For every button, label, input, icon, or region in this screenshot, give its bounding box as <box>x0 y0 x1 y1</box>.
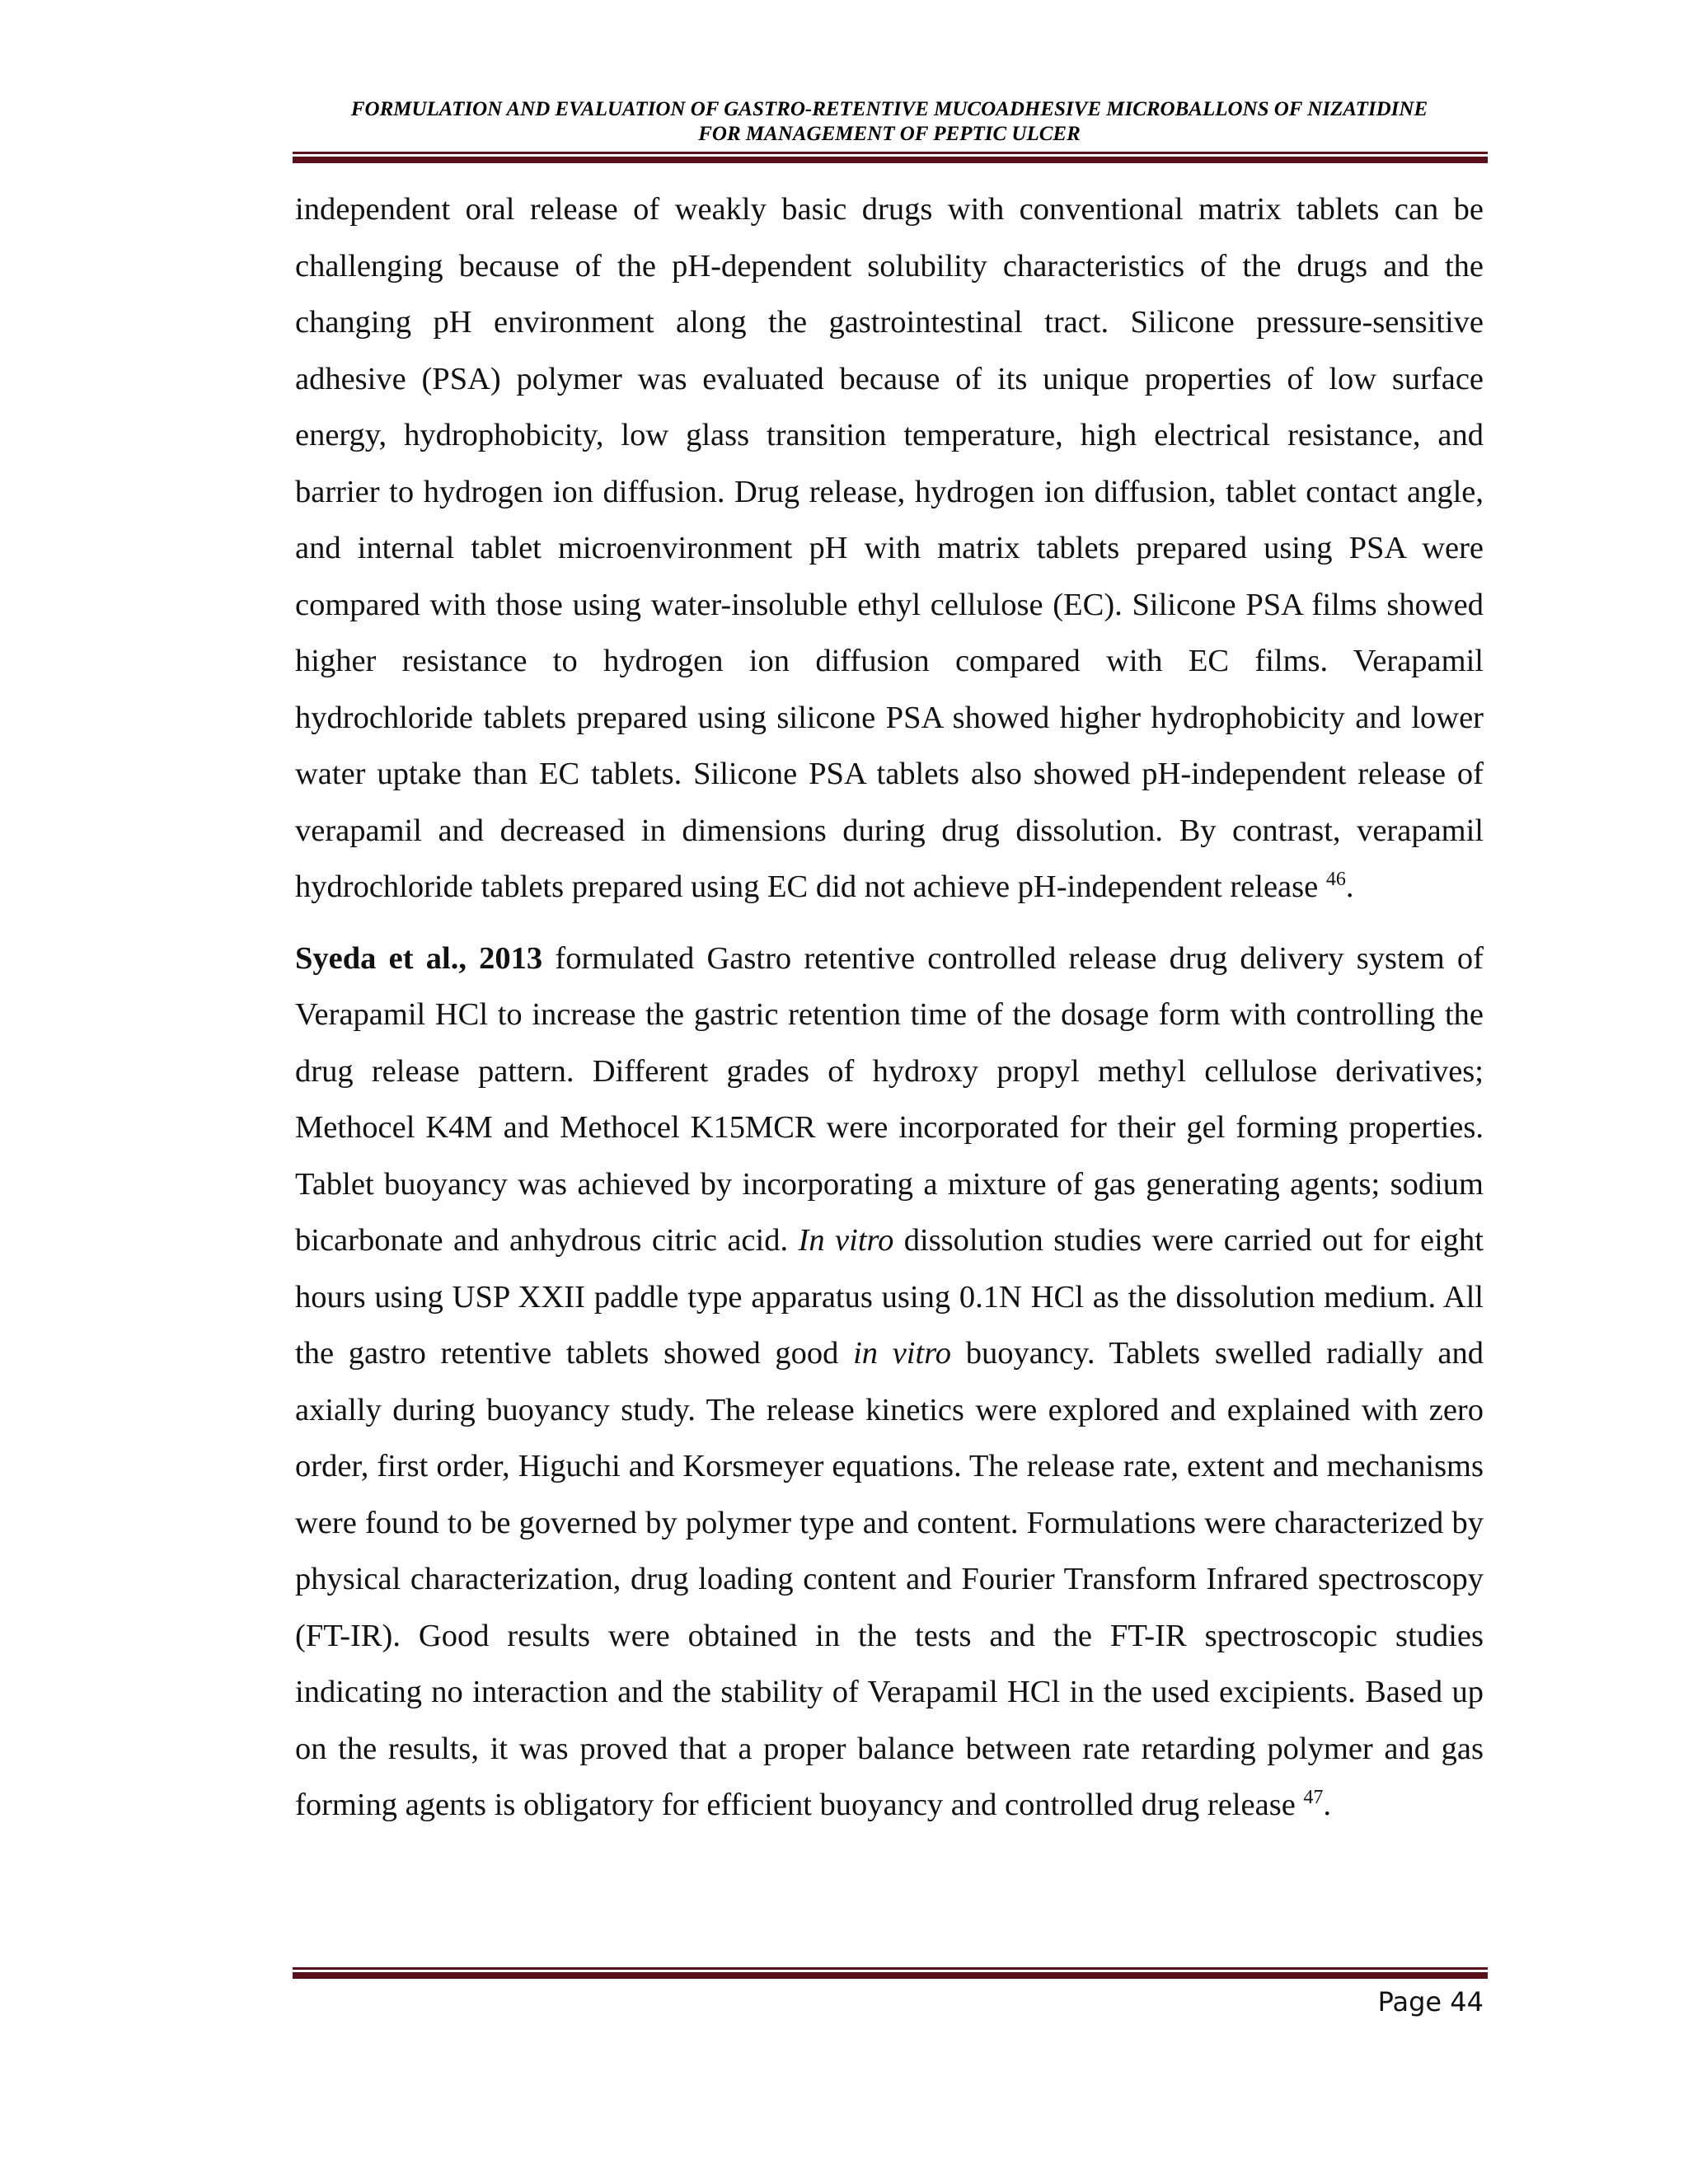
footer-rule <box>293 1967 1488 1979</box>
paragraph-1: independent oral release of weakly basic drugs with conventional matrix tablets can be challenging because of the pH-dependent solubility characteristics of the drugs and the changing pH environment along the gastrointestinal tract. Silicone pressure-sensitive adhesive (PSA) polymer was evaluated because of its unique properties of low surface energy, hydrophobicity, low glass transition temperature, high electrical resistance, and barrier to hydrogen ion diffusion. Drug release, hydrogen ion diffusion, tablet contact angle, and internal tablet microenvironment pH with matrix tablets prepared using PSA were compared with those using water-insoluble ethyl cellulose (EC). Silicone PSA films showed higher resistance to hydrogen ion diffusion compared with EC films. Verapamil hydrochloride tablets prepared using silicone PSA showed higher hydrophobicity and lower water uptake than EC tablets. Silicone PSA tablets also showed pH-independent release of verapamil and decreased in dimensions during drug dissolution. By contrast, verapamil hydrochloride tablets prepared using EC did not achieve pH-independent release $^{46}$. <box>295 192 1484 904</box>
paragraph-2: Syeda et al., 2013 formulated Gastro retentive controlled release drug delivery system of Verapamil HCl to increase the gastric retention time of the dosage form with controlling the drug release pattern. Different grades of hydroxy propyl methyl cellulose derivatives; Methocel K4M and Methocel K15MCR were incorporated for their gel forming properties. Tablet buoyancy was achieved by incorporating a mixture of gas generating agents; sodium bicarbonate and anhydrous citric acid. In vitro dissolution studies were carried out for eight hours using USP XXII paddle type apparatus using 0.1N HCl as the dissolution medium. All the gastro retentive tablets showed good in vitro buoyancy. Tablets swelled radially and axially during buoyancy study. The release kinetics were explored and explained with zero order, first order, Higuchi and Korsmeyer equations. The release rate, extent and mechanisms were found to be governed by polymer type and content. Formulations were characterized by physical characterization, drug loading content and Fourier Transform Infrared spectroscopy (FT-IR). Good results were obtained in the tests and the FT-IR spectroscopic studies indicating no interaction and the stability of Verapamil HCl in the used excipients. Based up on the results, it was proved that a proper balance between rate retarding polymer and gas forming agents is obligatory for efficient buoyancy and controlled drug release $^{47}$. <box>295 940 1484 1822</box>
header-rule <box>293 152 1488 163</box>
page-number: Page 44 <box>1377 1986 1484 2018</box>
paragraph-1-text: independent oral release of weakly basic drugs with conventional matrix tablets can be challenging because of the pH-dependent solubility characteristics of the drugs and the changing pH environment along the gastrointestinal tract. Silicone pressure-sensitive adhesive (PSA) polymer was evaluated because of its unique properties of low surface energy, hydrophobicity, low glass transition temperature, high electrical resistance, and barrier to hydrogen ion diffusion. Drug release, hydrogen ion diffusion, tablet contact angle, and internal tablet microenvironment pH with matrix tablets prepared using PSA were compared with those using water-insoluble ethyl cellulose (EC). Silicone PSA films showed higher resistance to hydrogen ion diffusion compared with EC films. Verapamil hydrochloride tablets prepared using silicone PSA showed higher hydrophobicity and lower water uptake than EC tablets. Silicone PSA tablets also showed pH-independent release of verapamil and decreased in dimensions during drug dissolution. By contrast, verapamil hydrochloride tablets prepared using EC did not achieve pH-independent release <box>295 192 1484 904</box>
italic-term: In vitro <box>798 1223 894 1258</box>
citation-ref: 47 <box>1303 1787 1324 1809</box>
citation-ref: 46 <box>1325 869 1346 891</box>
italic-term: in vitro <box>853 1336 952 1371</box>
header-line-2: FOR MANAGEMENT OF PEPTIC ULCER <box>698 123 1081 145</box>
header-line-1: FORMULATION AND EVALUATION OF GASTRO-RETENTIVE MUCOADHESIVE MICROBALLONS OF NIZATIDINE <box>350 98 1428 120</box>
author-citation: Syeda et al., 2013 <box>295 940 543 976</box>
body-text <box>295 181 1484 1834</box>
running-header <box>295 97 1484 147</box>
